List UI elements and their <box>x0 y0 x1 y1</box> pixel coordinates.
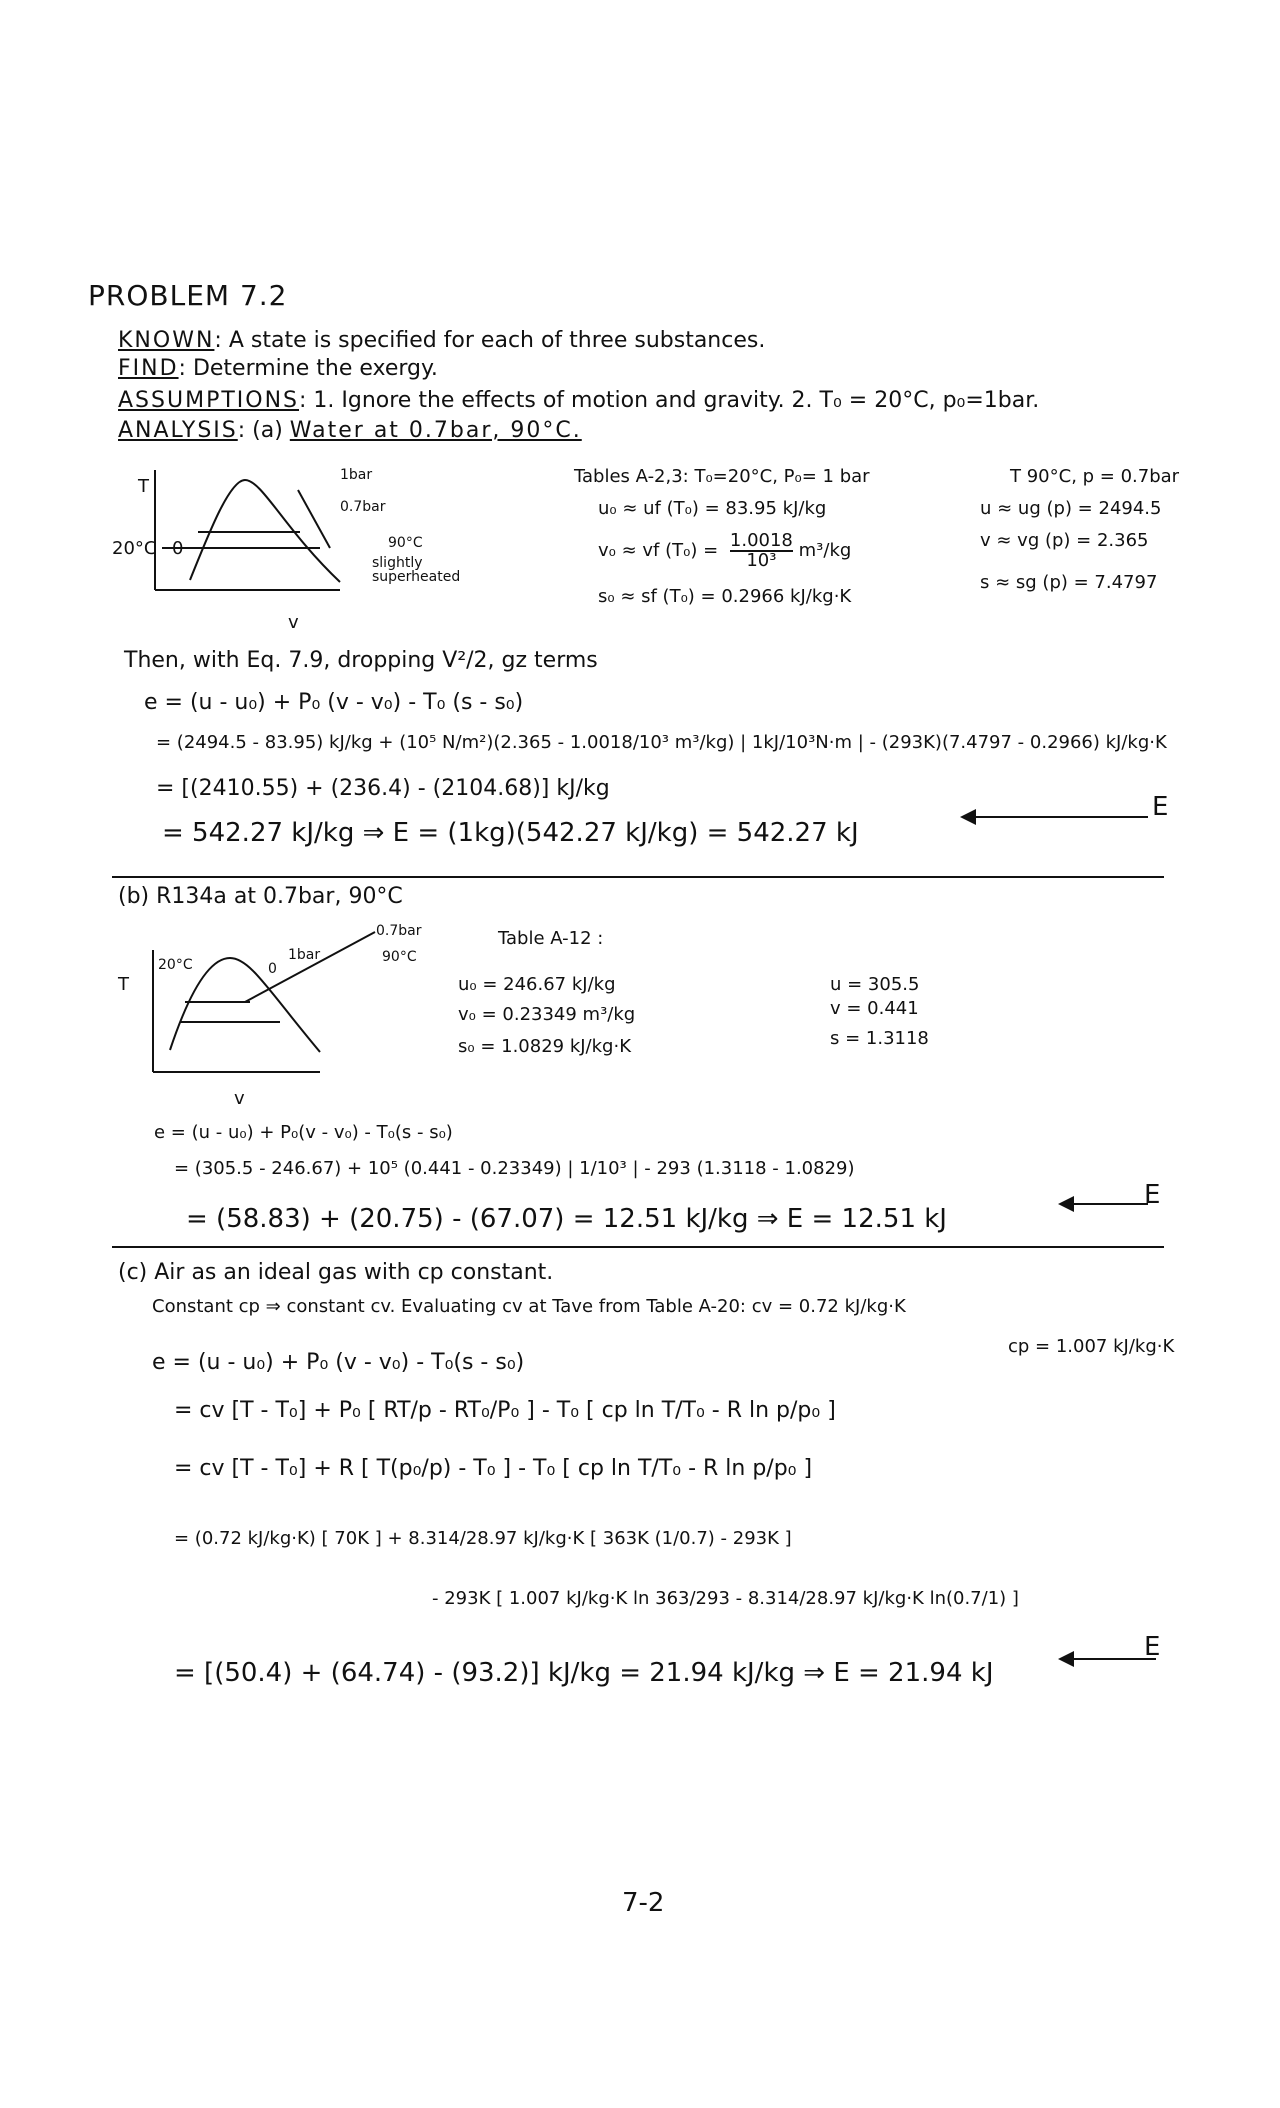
assumptions-line <box>118 390 1039 412</box>
part-a-e-mark: E <box>1152 792 1169 822</box>
part-a-eq3: = [(2410.55) + (236.4) - (2104.68)] kJ/kg <box>156 776 610 801</box>
part-a-eq1: e = (u - u₀) + P₀ (v - v₀) - T₀ (s - s₀) <box>144 690 524 715</box>
part-a-90c-label: 90°C <box>388 535 423 551</box>
part-b-e-mark: E <box>1144 1180 1161 1210</box>
part-a-v0-denominator: 10³ <box>746 550 777 571</box>
part-b-u: u = 305.5 <box>830 974 920 995</box>
part-b-07bar-label: 0.7bar <box>376 923 422 939</box>
part-a-tables-head: Tables A-2,3: T₀=20°C, P₀= 1 bar <box>574 466 870 487</box>
part-b-eq1: e = (u - u₀) + P₀(v - v₀) - T₀(s - s₀) <box>154 1122 453 1143</box>
assumptions-label: ASSUMPTIONS <box>118 388 299 413</box>
known-line <box>118 330 765 352</box>
part-b-eq2: = (305.5 - 246.67) + 10⁵ (0.441 - 0.23349) | 1/10³ | - 293 (1.3118 - 1.0829) <box>174 1158 855 1179</box>
part-b-u0: u₀ = 246.67 kJ/kg <box>458 974 616 995</box>
page-number: 7-2 <box>622 1888 665 1918</box>
part-a-temp-20-label: 20°C <box>112 538 157 559</box>
part-c-eq2: = cv [T - T₀] + P₀ [ RT/p - RT₀/P₀ ] - T₀ [ cp ln T/T₀ - R ln p/p₀ ] <box>174 1398 836 1423</box>
known-label: KNOWN <box>118 328 215 353</box>
part-b-eq3: = (58.83) + (20.75) - (67.07) = 12.51 kJ/kg ⇒ E = 12.51 kJ <box>186 1204 947 1234</box>
part-b-axis-t-label: T <box>118 974 129 995</box>
problem-title: PROBLEM 7.2 <box>88 279 288 312</box>
part-b-result-arrow <box>1060 1203 1148 1205</box>
part-c-eq3: = cv [T - T₀] + R [ T(p₀/p) - T₀ ] - T₀ [ cp ln T/T₀ - R ln p/p₀ ] <box>174 1456 813 1481</box>
part-c-eq5: - 293K [ 1.007 kJ/kg·K ln 363/293 - 8.314/28.97 kJ/kg·K ln(0.7/1) ] <box>432 1588 1019 1609</box>
part-a-dead-state-label: 0 <box>172 538 184 559</box>
analysis-subject: Water at 0.7bar, 90°C. <box>289 418 582 443</box>
part-a-then-text: Then, with Eq. 7.9, dropping V²/2, gz terms <box>124 648 598 673</box>
part-a-eq4: = 542.27 kJ/kg ⇒ E = (1kg)(542.27 kJ/kg) = 542.27 kJ <box>162 818 859 848</box>
analysis-label: ANALYSIS <box>118 418 238 443</box>
part-a-v-state: v ≈ vg (p) = 2.365 <box>980 530 1149 551</box>
part-b-superheat-line <box>245 932 375 1002</box>
part-a-note-2: superheated <box>372 569 461 585</box>
part-c-e-mark: E <box>1144 1632 1161 1662</box>
part-b-table-head: Table A-12 : <box>498 928 604 949</box>
part-a-v0-numerator: 1.0018 <box>729 530 793 551</box>
part-a-eq2: = (2494.5 - 83.95) kJ/kg + (10⁵ N/m²)(2.365 - 1.0018/10³ m³/kg) | 1kJ/10³N·m | - (293K)(7.4797 - 0.2966) kJ/kg·K <box>156 732 1167 753</box>
assumptions-text: : 1. Ignore the effects of motion and gravity. 2. T₀ = 20°C, p₀=1bar. <box>299 388 1040 413</box>
part-a-note-1: slightly <box>372 555 423 571</box>
part-b-heading: (b) R134a at 0.7bar, 90°C <box>118 884 403 909</box>
known-text: : A state is specified for each of three substances. <box>214 328 766 353</box>
part-a-1bar-label: 1bar <box>340 467 373 483</box>
part-a-v0 <box>598 532 851 570</box>
find-label: FIND <box>118 356 179 381</box>
part-a-result-arrow <box>962 816 1148 818</box>
part-b-90c-label: 90°C <box>382 949 417 965</box>
part-a-tv-diagram <box>150 460 350 610</box>
part-a-s0: s₀ ≈ sf (T₀) = 0.2966 kJ/kg·K <box>598 586 852 607</box>
part-c-result-arrow <box>1060 1658 1156 1660</box>
part-c-cp: cp = 1.007 kJ/kg·K <box>1008 1336 1175 1357</box>
part-b-v0: v₀ = 0.23349 m³/kg <box>458 1004 636 1025</box>
part-c-line2: Constant cp ⇒ constant cv. Evaluating cv at Tave from Table A-20: cv = 0.72 kJ/kg·K <box>152 1296 906 1317</box>
part-b-axis-v-label: v <box>234 1088 245 1109</box>
part-a-s-state: s ≈ sg (p) = 7.4797 <box>980 572 1158 593</box>
part-a-v0-fraction <box>730 532 793 570</box>
part-b-s: s = 1.3118 <box>830 1028 929 1049</box>
part-a-axis-v-label: v <box>288 612 299 633</box>
find-text: : Determine the exergy. <box>178 356 438 381</box>
find-line <box>118 358 438 380</box>
part-c-eq1: e = (u - u₀) + P₀ (v - v₀) - T₀(s - s₀) <box>152 1350 525 1375</box>
part-b-1bar-label: 1bar <box>288 947 321 963</box>
part-a-v0-lhs: v₀ ≈ vf (T₀) = <box>598 540 719 561</box>
part-a-isobar-1bar <box>298 490 330 548</box>
divider-b-c <box>112 1246 1164 1248</box>
analysis-text: : (a) <box>237 418 290 443</box>
part-a-u0: u₀ ≈ uf (T₀) = 83.95 kJ/kg <box>598 498 827 519</box>
part-b-s0: s₀ = 1.0829 kJ/kg·K <box>458 1036 631 1057</box>
part-c-eq6: = [(50.4) + (64.74) - (93.2)] kJ/kg = 21.94 kJ/kg ⇒ E = 21.94 kJ <box>174 1658 994 1688</box>
part-b-v: v = 0.441 <box>830 998 919 1019</box>
part-b-dead-state-label: 0 <box>268 961 277 977</box>
part-a-state-head: T 90°C, p = 0.7bar <box>1010 466 1180 487</box>
part-a-axis-t-label: T <box>138 476 149 497</box>
part-b-temp-20-label: 20°C <box>158 957 193 973</box>
part-a-07bar-label: 0.7bar <box>340 499 386 515</box>
part-a-v0-unit: m³/kg <box>798 540 852 561</box>
divider-a-b <box>112 876 1164 878</box>
analysis-line <box>118 420 582 442</box>
part-c-heading: (c) Air as an ideal gas with cp constant. <box>118 1260 554 1285</box>
part-a-u-state: u ≈ ug (p) = 2494.5 <box>980 498 1162 519</box>
part-c-eq4: = (0.72 kJ/kg·K) [ 70K ] + 8.314/28.97 kJ/kg·K [ 363K (1/0.7) - 293K ] <box>174 1528 792 1549</box>
